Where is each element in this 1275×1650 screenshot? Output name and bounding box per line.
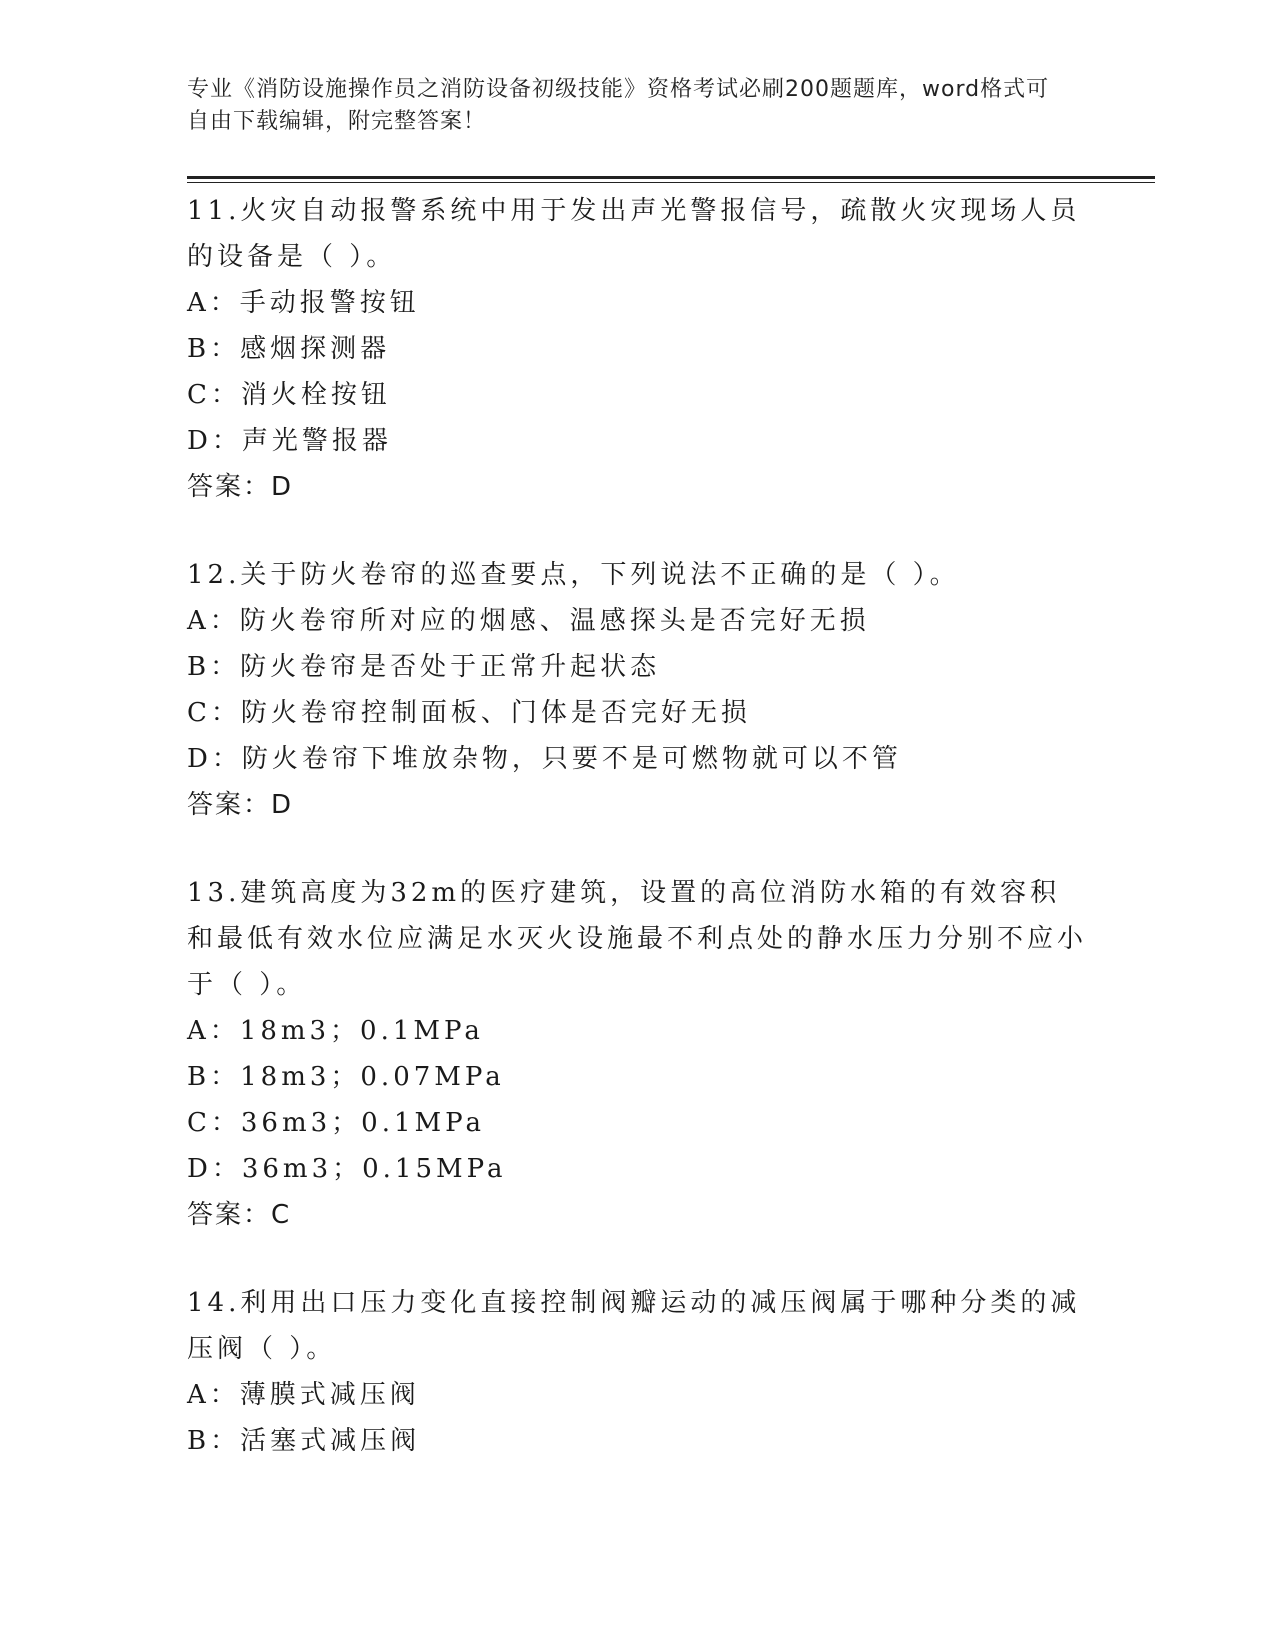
question-14 [187,1280,1087,1464]
question-stem: 14.利用出口压力变化直接控制阀瓣运动的减压阀属于哪种分类的减压阀（ ）。 [187,1288,1081,1364]
option-b: B：活塞式减压阀 [187,1426,421,1456]
answer-line [187,464,1087,510]
question-13 [187,870,1087,1238]
option-a: A：手动报警按钮 [187,288,420,318]
option-b: B：防火卷帘是否处于正常升起状态 [187,652,661,682]
option-a: A：防火卷帘所对应的烟感、温感探头是否完好无损 [187,606,870,636]
option-d: D：36m3；0.15MPa [187,1154,507,1184]
question-12 [187,552,1087,828]
question-stem: 11.火灾自动报警系统中用于发出声光警报信号，疏散火灾现场人员的设备是（ ）。 [187,196,1081,272]
answer-label: 答案： [187,790,272,820]
option-d: D：防火卷帘下堆放杂物，只要不是可燃物就可以不管 [187,744,902,774]
answer-label: 答案： [187,1200,272,1230]
option-a: A：薄膜式减压阀 [187,1380,420,1410]
document-header: 专业《消防设施操作员之消防设备初级技能》资格考试必刷200题题库，word格式可自由下载编辑，附完整答案！ [187,77,1050,134]
header-divider-thin [187,182,1155,183]
answer-line [187,782,1087,828]
answer-value: D [271,790,293,820]
answer-value: D [271,472,293,502]
option-c: C：消火栓按钮 [187,380,391,410]
question-11 [187,188,1087,510]
answer-line [187,1192,1087,1238]
question-stem: 13.建筑高度为32m的医疗建筑，设置的高位消防水箱的有效容积和最低有效水位应满足水灭火设施最不利点处的静水压力分别不应小于（ ）。 [187,878,1088,1000]
option-a: A：18m3；0.1MPa [187,1016,484,1046]
option-c: C：36m3；0.1MPa [187,1108,485,1138]
option-b: B：18m3；0.07MPa [187,1062,505,1092]
question-list [187,188,1087,1506]
option-c: C：防火卷帘控制面板、门体是否完好无损 [187,698,751,728]
option-d: D：声光警报器 [187,426,392,456]
header-divider-thick [187,176,1155,179]
option-b: B：感烟探测器 [187,334,391,364]
answer-label: 答案： [187,472,272,502]
question-stem: 12.关于防火卷帘的巡查要点，下列说法不正确的是（ ）。 [187,560,960,590]
answer-value: C [271,1200,291,1230]
